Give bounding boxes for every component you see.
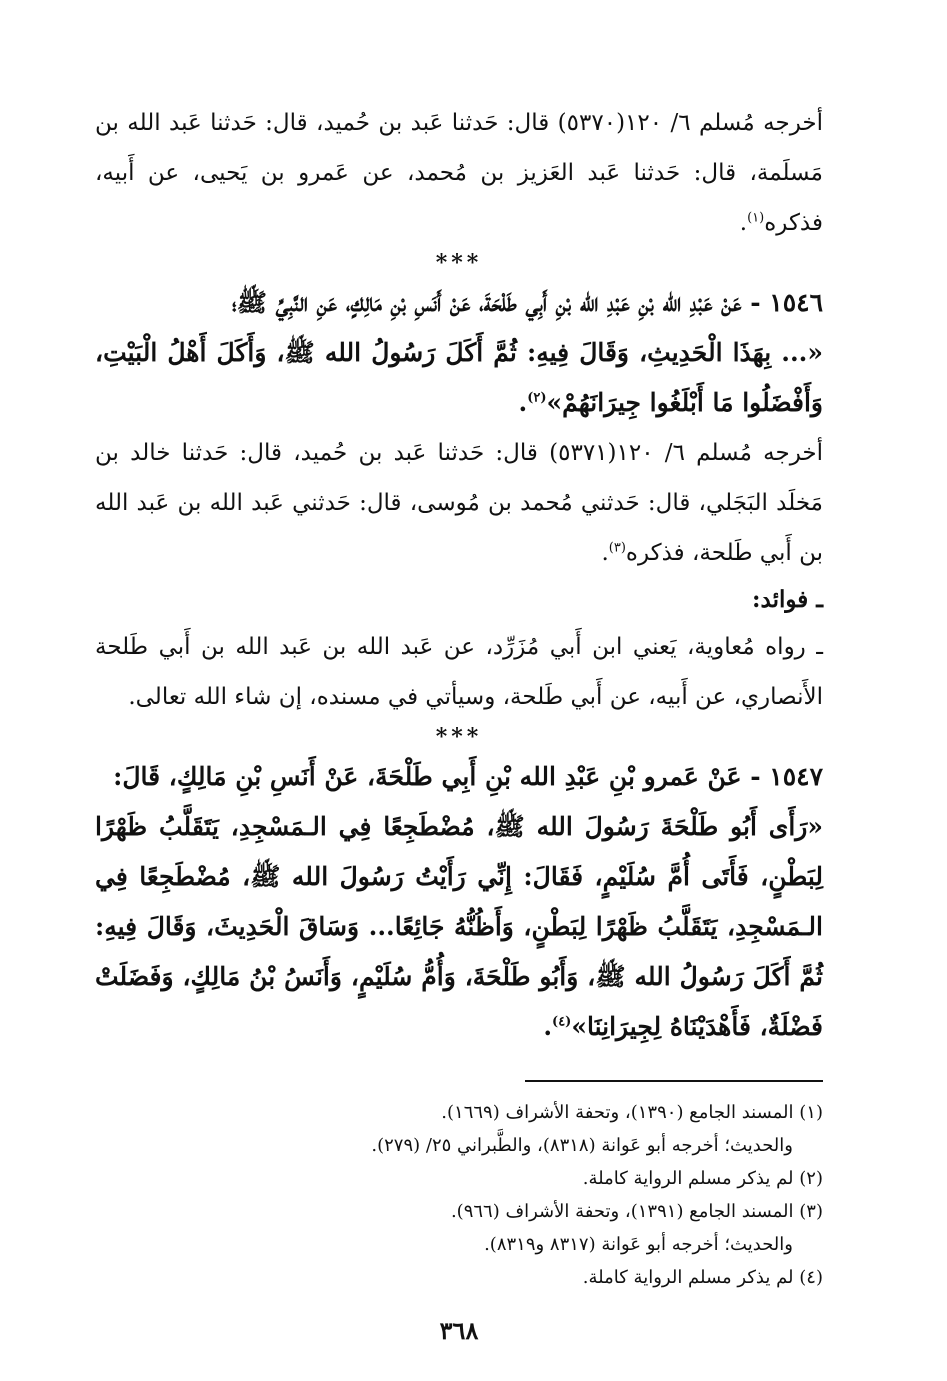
footnote-ref: (٣) xyxy=(608,540,626,556)
footnote-ref: (١) xyxy=(747,210,765,226)
benefits-paragraph: ـ رواه مُعاوية، يَعني ابن أَبي مُزَرِّد، عن عَبد الله بن عَبد الله بن أَبي طَلحة الأَنصاري، عن أَبيه، عن أَبي طَلحة، وسيأتي في مسنده، إن شاء الله تعالى. xyxy=(95,634,823,710)
footnote-divider xyxy=(525,1080,823,1082)
hadith-1547-matn xyxy=(95,802,823,1052)
footnote-ref: (٢) xyxy=(527,390,547,406)
paragraph-tail: . xyxy=(739,210,748,236)
document-page xyxy=(95,98,823,1345)
takhrij-paragraph-2 xyxy=(95,428,823,578)
paragraph-text: أخرجه مُسلم ٦/ ١٢٠(٥٣٧٠) قال: حَدثنا عَبد بن حُميد، قال: حَدثنا عَبد الله بن مَسلَمة، قال: حَدثنا عَبد العَزيز بن مُحمد، عن عَمرو بن يَحيى، عن أَبيه، فذكره xyxy=(95,110,823,236)
benefits-heading: ـ فوائد: xyxy=(752,586,823,613)
hadith-1547-isnad: ١٥٤٧ - عَنْ عَمرو بْنِ عَبْدِ الله بْنِ أَبِي طَلْحَةَ، عَنْ أَنَسِ بْنِ مَالِكٍ، قَالَ: xyxy=(113,762,823,791)
footnote: والحديث؛ أخرجه أبو عَوانة (٨٣١٧ و٨٣١٩). xyxy=(484,1234,793,1255)
footnote: (١) المسند الجامع (١٣٩٠)، وتحفة الأشراف (١٦٦٩). xyxy=(441,1102,823,1123)
footnote: (٢) لم يذكر مسلم الرواية كاملة. xyxy=(582,1168,823,1189)
paragraph-text: «رَأَى أَبُو طَلْحَةَ رَسُولَ الله ﷺ، مُضْطَجِعًا فِي الـمَسْجِدِ، يَتَقَلَّبُ ظَهْرًا لِبَطْنٍ، فَأَتَى أُمَّ سُلَيْمٍ، فَقَالَ: إِنِّي رَأَيْتُ رَسُولَ الله ﷺ، مُضْطَجِعًا فِي الـمَسْجِدِ، يَتَقَلَّبُ ظَهْرًا لِبَطْنٍ، وَأَظُنُّهُ جَائِعًا... وَسَاقَ الْحَدِيثَ، وَقَالَ فِيهِ: ثُمَّ أَكَلَ رَسُولُ الله ﷺ، وَأَبُو طَلْحَةَ، وَأُمُّ سُلَيْمٍ، وَأَنَسُ بْنُ مَالِكٍ، وَفَضَلَتْ فَضْلَةٌ، فَأَهْدَيْنَاهُ لِجِيرَانِنَا» xyxy=(95,812,823,1041)
hadith-1546-isnad: ١٥٤٦ - عَنْ عَبْدِ الله بْنِ عَبْدِ الله بْنِ أَبِي طَلْحَةَ، عَنْ أَنَسِ بْنِ مَالِكٍ، عَنِ النَّبِيِّ ﷺ؛ xyxy=(231,288,823,317)
page-number: ٣٦٨ xyxy=(439,1316,479,1345)
hadith-1546-matn xyxy=(95,328,823,428)
footnote: (٣) المسند الجامع (١٣٩١)، وتحفة الأشراف (٩٦٦). xyxy=(450,1201,823,1222)
footnote-ref: (٤) xyxy=(552,1014,572,1030)
footnote: (٤) لم يذكر مسلم الرواية كاملة. xyxy=(582,1267,823,1288)
section-separator: *** xyxy=(435,724,483,750)
main-text xyxy=(95,98,823,1052)
paragraph-text: أخرجه مُسلم ٦/ ١٢٠(٥٣٧١) قال: حَدثنا عَبد بن حُميد، قال: حَدثنا خالد بن مَخلَد البَجَلي، قال: حَدثني مُحمد بن مُوسى، قال: حَدثني عَبد الله بن عَبد الله بن أَبي طَلحة، فذكره xyxy=(95,440,823,566)
takhrij-paragraph-1 xyxy=(95,98,823,248)
paragraph-tail: . xyxy=(601,540,609,566)
section-separator: *** xyxy=(435,250,483,276)
footnote: والحديث؛ أخرجه أبو عَوانة (٨٣١٨)، والطَّبراني ٢٥/ (٢٧٩). xyxy=(371,1135,793,1156)
paragraph-text: «... بِهَذَا الْحَدِيثِ، وَقَالَ فِيهِ: ثُمَّ أَكَلَ رَسُولُ الله ﷺ، وَأَكَلَ أَهْلُ الْبَيْتِ، وَأَفْضَلُوا مَا أَبْلَغُوا جِيرَانَهُمْ» xyxy=(95,338,823,417)
paragraph-tail: . xyxy=(543,1012,553,1041)
footnotes xyxy=(95,1096,823,1294)
paragraph-tail: . xyxy=(518,388,528,417)
